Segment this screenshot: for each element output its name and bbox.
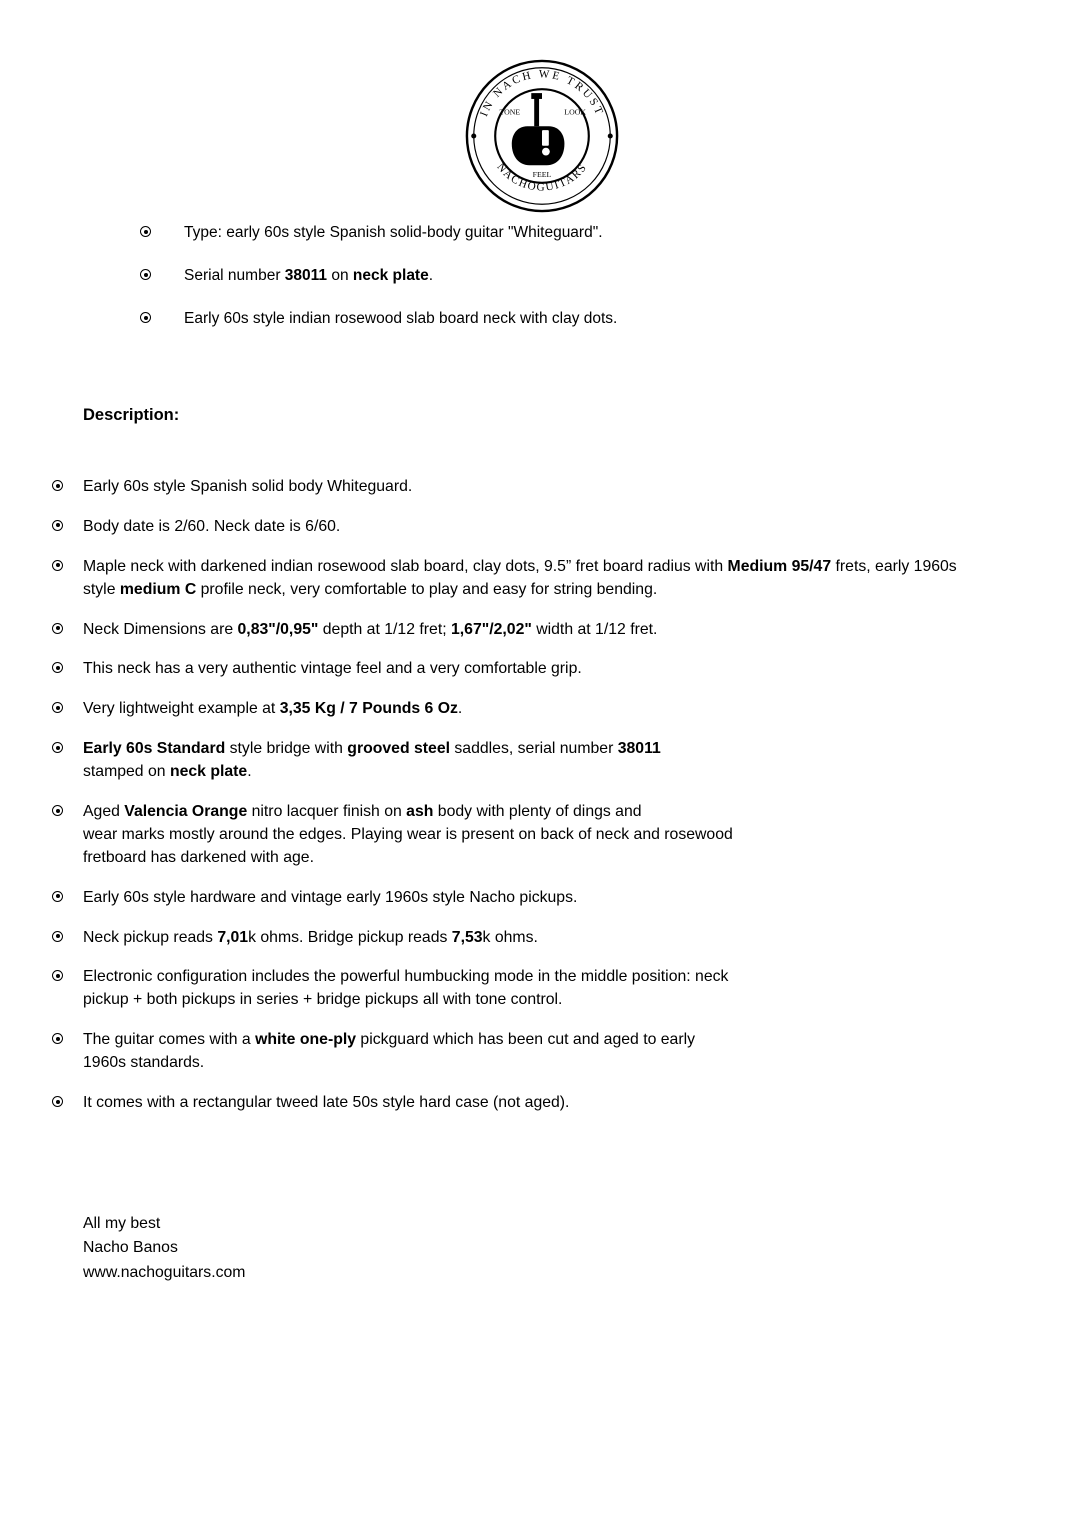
bullet-icon [140, 265, 152, 284]
nacho-guitars-logo-icon [464, 58, 620, 214]
bullet-glyph-icon [52, 623, 63, 634]
description-text: Early 60s style hardware and vintage early 1960s style Nacho pickups. [83, 888, 578, 906]
bullet-icon [52, 1092, 64, 1111]
bullet-icon [52, 698, 64, 717]
bullet-icon [52, 801, 64, 820]
bullet-glyph-icon [52, 520, 63, 531]
bullet-icon [52, 619, 64, 638]
bullet-glyph-icon [52, 560, 63, 571]
bullet-icon [52, 476, 64, 495]
signature-line-2: Nacho Banos [83, 1239, 178, 1257]
description-item [52, 927, 982, 950]
bullet-icon [140, 308, 152, 327]
bullet-glyph-icon [140, 269, 151, 280]
description-text: It comes with a rectangular tweed late 50s style hard case (not aged). [83, 1094, 570, 1112]
bullet-icon [52, 738, 64, 757]
bullet-glyph-icon [52, 805, 63, 816]
description-text: Electronic configuration includes the powerful humbucking mode in the middle position: neck pickup + both pickups in series + bridge pickups all with tone control. [83, 968, 729, 1009]
bullet-glyph-icon [52, 742, 63, 753]
description-item [52, 966, 982, 1012]
bullet-icon [52, 1029, 64, 1048]
description-text: Early 60s style Spanish solid body Whiteguard. [83, 478, 413, 495]
bullet-glyph-icon [52, 1033, 63, 1044]
description-list [52, 476, 982, 1132]
description-text: The guitar comes with a white one-ply pickguard which has been cut and aged to early 1960s standards. [83, 1031, 696, 1072]
description-text: Early 60s Standard style bridge with grooved steel saddles, serial number 38011 stamped on neck plate. [83, 740, 661, 781]
bullet-glyph-icon [140, 226, 151, 237]
description-item [52, 738, 982, 784]
spec-item [140, 308, 960, 330]
bullet-icon [52, 927, 64, 946]
svg-text:LOOK: LOOK [564, 107, 586, 117]
description-text: This neck has a very authentic vintage feel and a very comfortable grip. [83, 660, 582, 678]
svg-text:TONE: TONE [499, 107, 521, 117]
bullet-icon [52, 887, 64, 906]
bullet-icon [140, 222, 152, 241]
svg-text:IN NACH WE TRUST: IN NACH WE TRUST [478, 68, 606, 119]
description-item [52, 658, 982, 681]
description-item [52, 516, 982, 539]
bullet-glyph-icon [52, 931, 63, 942]
bullet-icon [52, 658, 64, 677]
description-item [52, 619, 982, 642]
description-text: Aged Valencia Orange nitro lacquer finish on ash body with plenty of dings and wear marks mostly around the edges. Playing wear is present on back of neck and rosewood fretboard has darkened with age. [83, 803, 733, 866]
bullet-glyph-icon [52, 970, 63, 981]
spec-text: Serial number 38011 on neck plate. [184, 267, 434, 284]
bullet-glyph-icon [140, 312, 151, 323]
bullet-glyph-icon [52, 480, 63, 491]
spec-item [140, 222, 960, 244]
description-text: Body date is 2/60. Neck date is 6/60. [83, 517, 341, 535]
description-text: Very lightweight example at 3,35 Kg / 7 Pounds 6 Oz. [83, 700, 463, 718]
logo-container [0, 58, 1084, 214]
description-item [52, 887, 982, 910]
spec-text: Type: early 60s style Spanish solid-body guitar "Whiteguard". [184, 224, 603, 241]
bullet-glyph-icon [52, 662, 63, 673]
description-item [52, 1092, 982, 1115]
description-text: Neck Dimensions are 0,83"/0,95" depth at 1/12 fret; 1,67"/2,02" width at 1/12 fret. [83, 620, 658, 638]
description-item [52, 801, 982, 870]
spec-list [140, 222, 960, 351]
bullet-icon [52, 556, 64, 575]
signature-website: www.nachoguitars.com [83, 1263, 246, 1281]
bullet-glyph-icon [52, 891, 63, 902]
description-item [52, 1029, 982, 1075]
bullet-glyph-icon [52, 1096, 63, 1107]
spec-item [140, 265, 960, 287]
bullet-icon [52, 966, 64, 985]
description-heading: Description: [83, 406, 180, 424]
description-item [52, 698, 982, 721]
svg-text:NACHOGUITARS: NACHOGUITARS [494, 161, 590, 194]
description-item [52, 556, 982, 602]
description-item [52, 476, 982, 499]
signature-line-1: All my best [83, 1215, 161, 1232]
description-text: Maple neck with darkened indian rosewood slab board, clay dots, 9.5” fret board radius with Medium 95/47 frets, early 1960s style medium C profile neck, very comfortable to play and easy for string bending. [83, 557, 957, 598]
description-text: Neck pickup reads 7,01k ohms. Bridge pickup reads 7,53k ohms. [83, 928, 538, 946]
svg-text:FEEL: FEEL [532, 169, 552, 179]
spec-text: Early 60s style indian rosewood slab board neck with clay dots. [184, 310, 618, 327]
bullet-glyph-icon [52, 702, 63, 713]
bullet-icon [52, 516, 64, 535]
signature-block [83, 1212, 245, 1285]
